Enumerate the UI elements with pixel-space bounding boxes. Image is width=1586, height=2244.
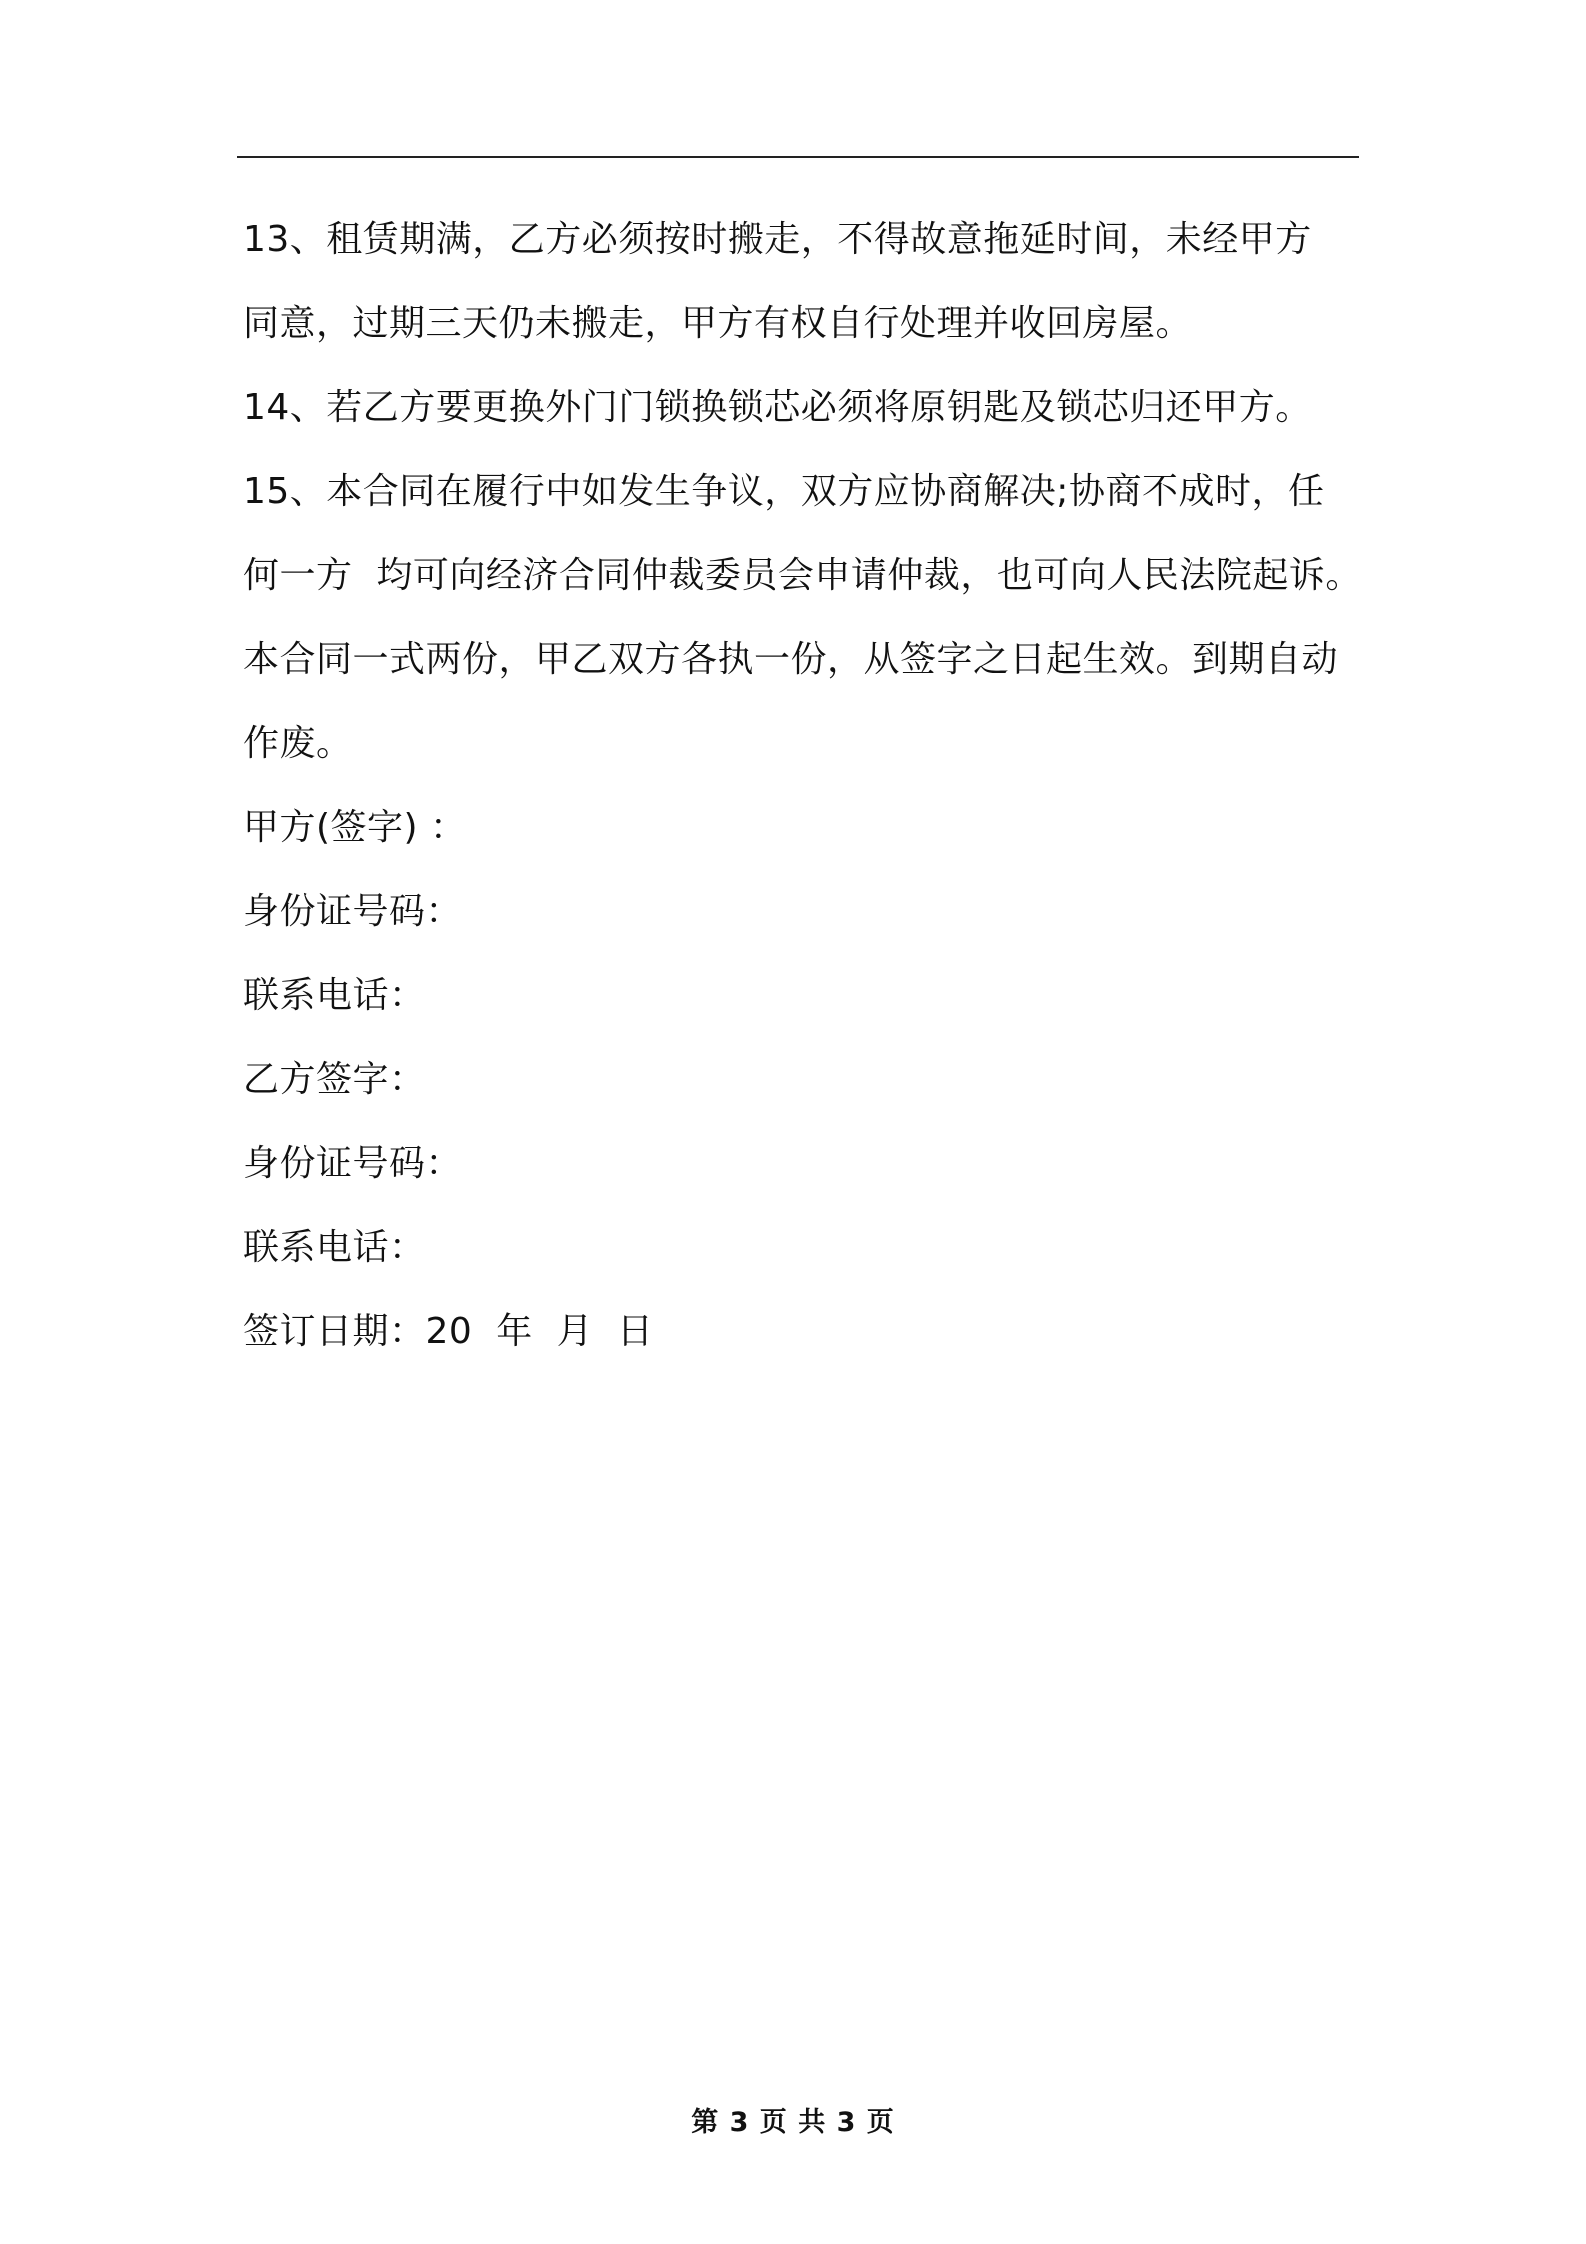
- copies-statement-line-2: 作废。: [243, 723, 353, 764]
- contract-body: [243, 198, 1368, 1374]
- party-b-id-field: 身份证号码：: [243, 1143, 463, 1184]
- clause-15-line-2: 何一方 均可向经济合同仲裁委员会申请仲裁，也可向人民法院起诉。: [243, 555, 1362, 596]
- clause-13-line-2: 同意，过期三天仍未搬走，甲方有权自行处理并收回房屋。: [243, 303, 1193, 344]
- signing-date-field: 签订日期：20 年 月 日: [243, 1311, 654, 1352]
- clause-15-line-1: 15、本合同在履行中如发生争议，双方应协商解决;协商不成时，任: [243, 471, 1325, 512]
- clause-13-line-1: 13、租赁期满，乙方必须按时搬走，不得故意拖延时间，未经甲方: [243, 219, 1312, 260]
- copies-statement-line-1: 本合同一式两份，甲乙双方各执一份，从签字之日起生效。到期自动: [243, 639, 1339, 680]
- header-rule: [237, 156, 1359, 158]
- party-a-id-field: 身份证号码：: [243, 891, 463, 932]
- page-number: 第 3 页 共 3 页: [691, 2107, 895, 2138]
- party-a-phone-field: 联系电话：: [243, 975, 426, 1016]
- party-a-signature-field: 甲方(签字) ：: [243, 807, 467, 848]
- party-b-signature-field: 乙方签字：: [243, 1059, 426, 1100]
- clause-14-line: 14、若乙方要更换外门门锁换锁芯必须将原钥匙及锁芯归还甲方。: [243, 387, 1312, 428]
- party-b-phone-field: 联系电话：: [243, 1227, 426, 1268]
